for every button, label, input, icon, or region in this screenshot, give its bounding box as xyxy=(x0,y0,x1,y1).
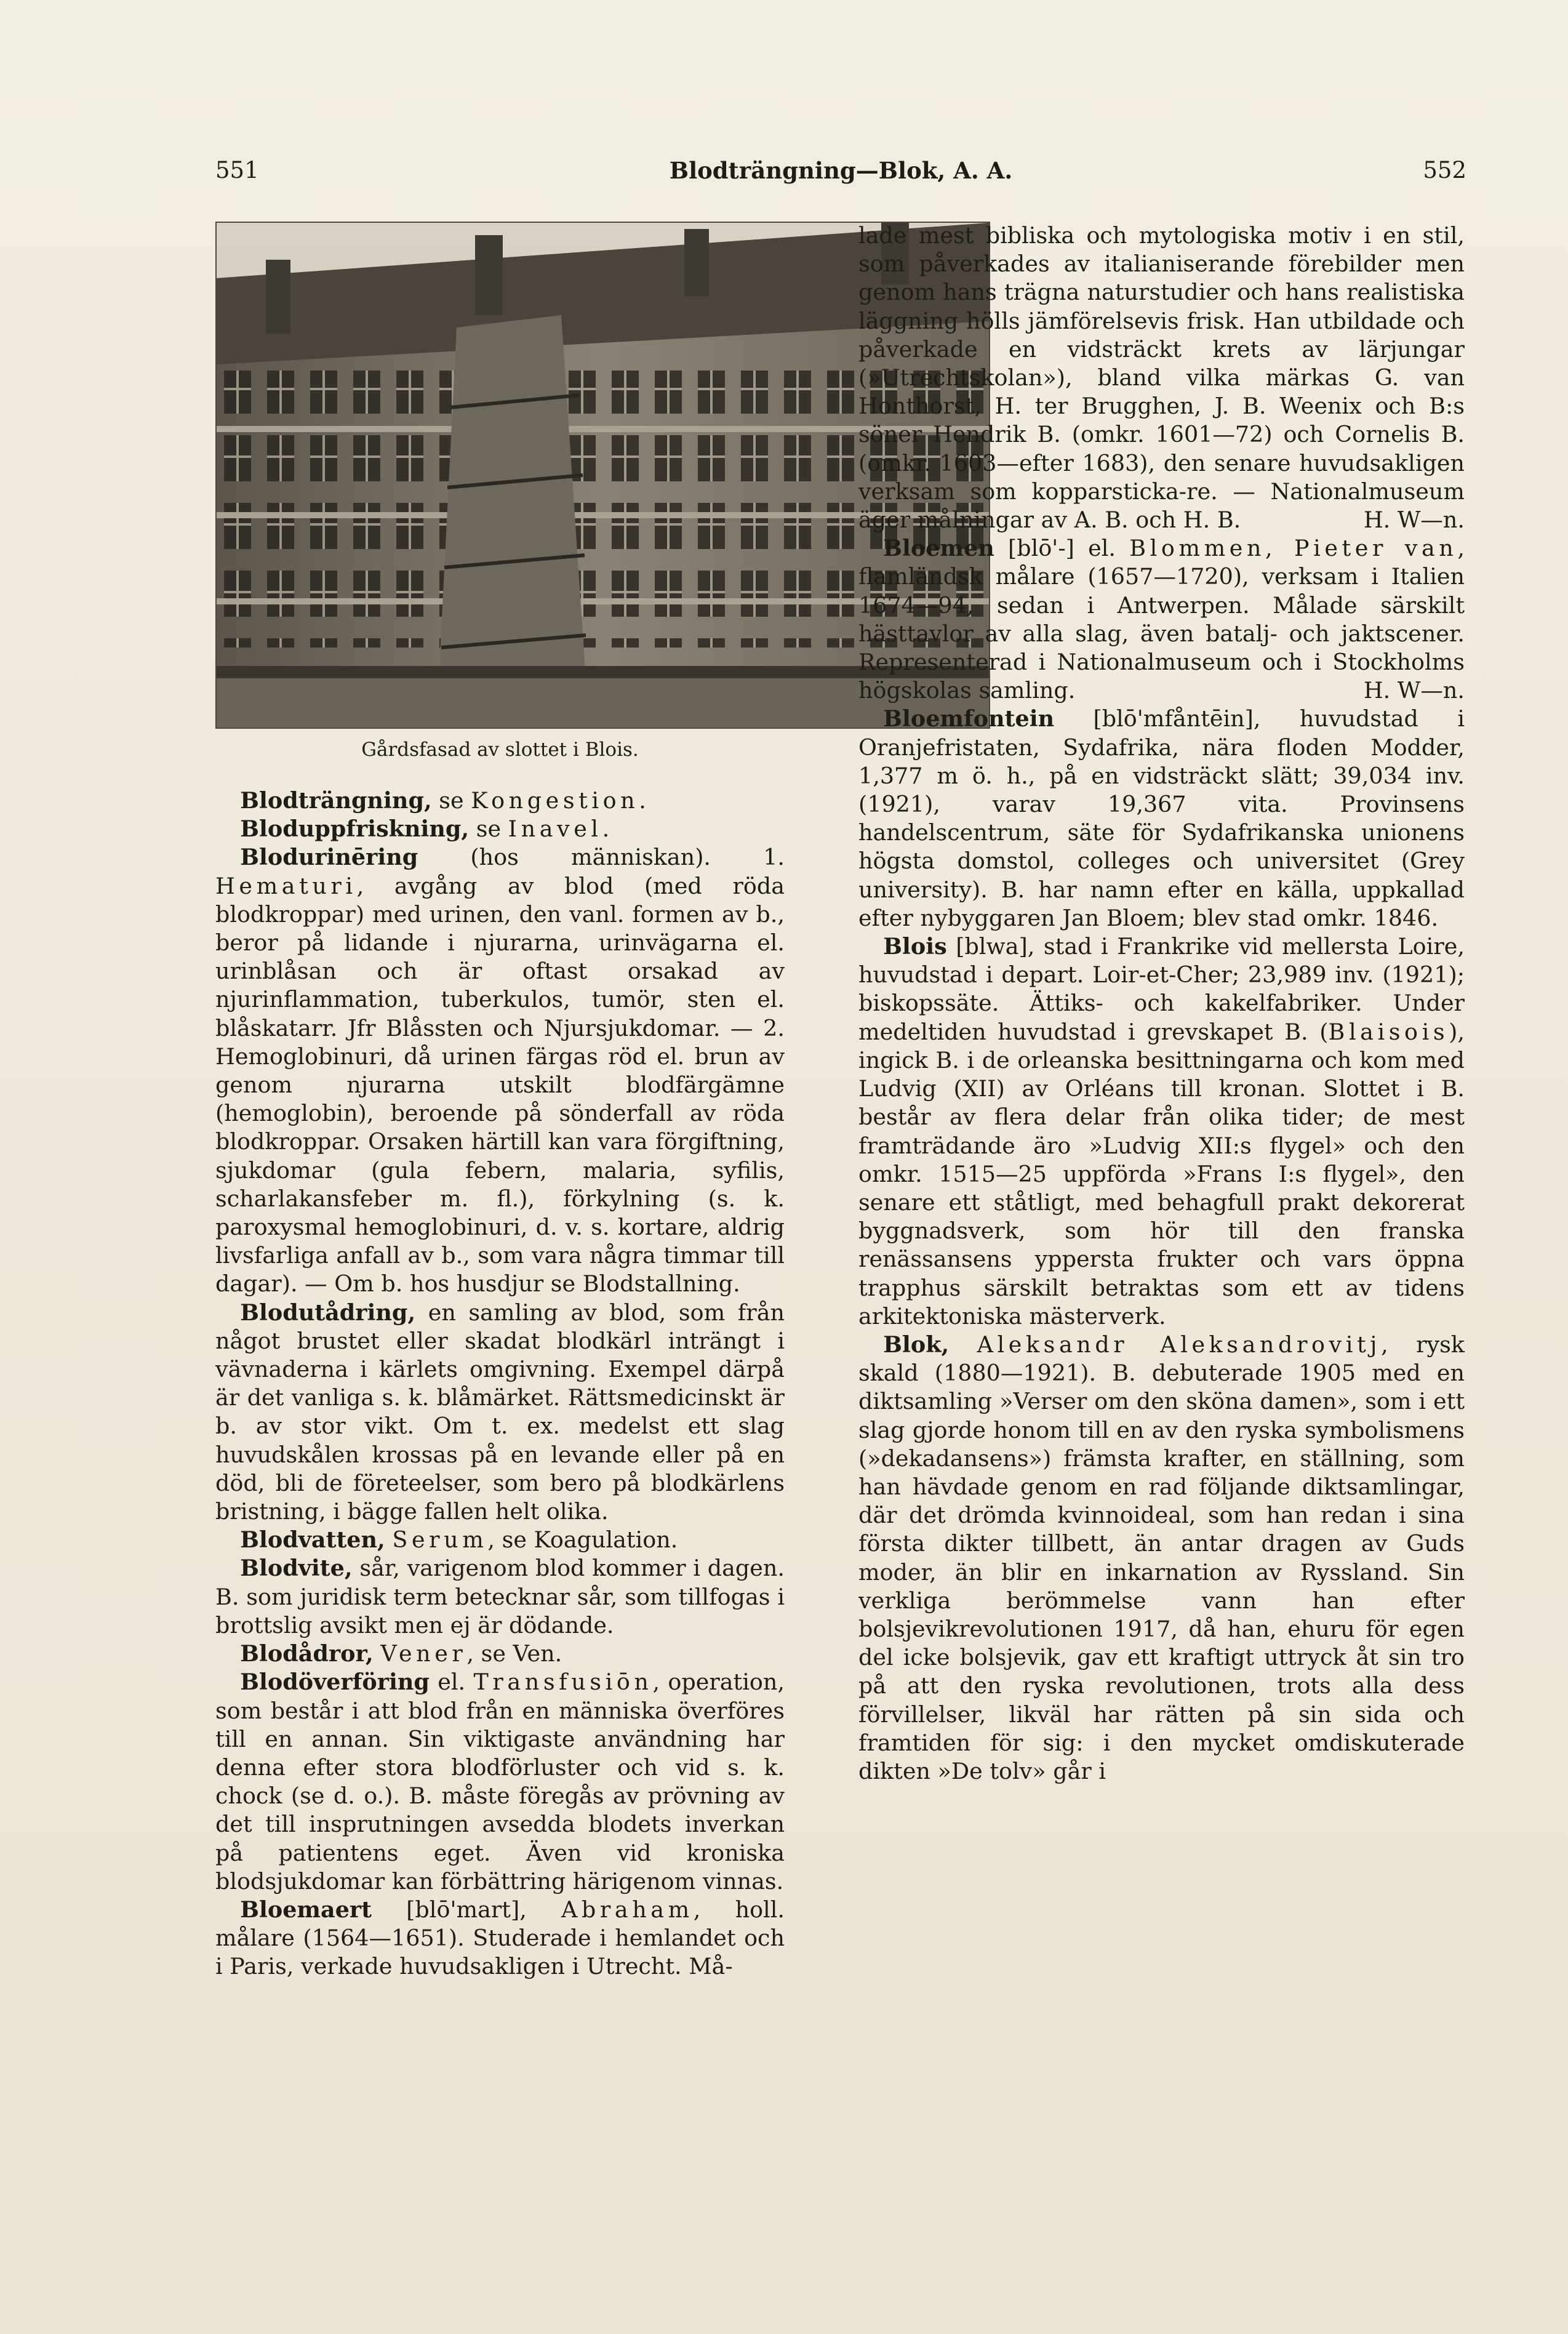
entry-blodoverforing: Blodöverföring el. Transfusiōn, operation, som består i att blod från en människa överföres till en annan. Sin viktigaste användning har denna efter stora blodförluster och vid s. k. chock (se d. o.). B. måste föregås av prövning av det till insprutningen avsedda blodets inverkan på patientens eget. Även vid kroniska blodsjukdomar kan förbättring härigenom vinnas. xyxy=(215,1669,785,1895)
entry-bloemfontein: Bloemfontein [blō'mfåntēin], huvudstad i Oranjefristaten, Sydafrika, nära floden Modder, 1,377 m ö. h., på en vidsträckt slätt; 39,034 inv. (1921), varav 19,367 vita. Provinsens handelscentrum, säte för Sydafrikanska unionens högsta domstol, colleges och universitet (Grey university). B. har namn efter en källa, uppkallad efter nybyggaren Jan Bloem; blev stad omkr. 1846. xyxy=(858,705,1465,931)
entry-blodupp: Bloduppfriskning, se Inavel. xyxy=(240,816,610,843)
headword: Blodöverföring xyxy=(240,1669,430,1696)
entry-blodutadring: Blodutådring, en samling av blod, som från något brustet eller skadat blodkärl inträngt i vävnaderna i kärlets omgivning. Exempel därpå är det vanliga s. k. blåmärket. Rättsmedicinskt är b. av stor vikt. Om t. ex. medelst ett slag huvudskålen krossas på en levande eller på en död, bli de företeelser, som bero på blodkärlens bristning, i bägge fallen helt olika. xyxy=(215,1299,785,1525)
author-signature: H. W—n. xyxy=(1363,507,1465,534)
left-column xyxy=(215,222,785,1981)
headword: Bloemen xyxy=(883,535,994,562)
entry-blodurinering: Blodurinēring (hos människan). 1. Hematuri, avgång av blod (med röda blodkroppar) med urinen, den vanl. formen av b., beror på lidande i njurarna, urinvägarna el. urinblåsan och är oftast orsakad av njurinflammation, tuberkulos, tumör, sten el. blåskatarr. Jfr Blåssten och Njursjukdomar. — 2. Hemoglobinuri, då urinen färgas röd el. brun av genom njurarna utskilt blodfärgämne (hemoglobin), beroende på sönderfall av röda blodkroppar. Orsaken härtill kan vara förgiftning, sjukdomar (gula febern, malaria, syfilis, scharlakansfeber m. fl.), förkylning (s. k. paroxysmal hemoglobinuri, d. v. s. kortare, aldrig livsfarliga anfall av b., som vara några timmar till dagar). — Om b. hos husdjur se Blodstallning. xyxy=(215,844,785,1297)
headword: Blodurinēring xyxy=(240,844,418,871)
entry-blodadror: Blodådror, Vener, se Ven. xyxy=(240,1640,562,1667)
right-column xyxy=(858,222,1465,1786)
entry-blodvatten: Blodvatten, Serum, se Koagulation. xyxy=(240,1526,678,1554)
page-number-left: 551 xyxy=(215,157,259,183)
figure-caption: Gårdsfasad av slottet i Blois. xyxy=(361,739,639,761)
page-number-right: 552 xyxy=(1423,157,1466,183)
headword: Blodådror, xyxy=(240,1640,374,1667)
headword: Blodutådring, xyxy=(240,1299,416,1326)
author-signature: H. W—n. xyxy=(1363,677,1465,704)
running-title: Blodträngning—Blok, A. A. xyxy=(669,157,1013,184)
entry-bloemen: Bloemen [blō'-] el. Blommen, Pieter van, flamländsk målare (1657—1720), verksam i Italien 1674—94, sedan i Antwerpen. Målade särskilt hästtavlor av alla slag, även batalj- och jaktscener. Representerad i Nationalmuseum och i Stockholms högskolas samling. H. W—n. xyxy=(858,534,1465,705)
continued-text: lade mest bibliska och mytologiska motiv i en stil, som påverkades av italianiserande förebilder men genom hans trägna naturstudier och hans realistiska läggning hölls jämförelsevis frisk. Han utbildade och påverkade en vidsträckt krets av lärjungar (»Utrechtskolan»), bland vilka märkas G. van Honthorst, H. ter Brugghen, J. B. Weenix och B:s söner Hendrik B. (omkr. 1601—72) och Cornelis B. (omkr. 1603—efter 1683), den senare huvudsakligen verksam som kopparsticka-re. — Nationalmuseum äger målningar av A. B. och H. B. H. W—n. xyxy=(858,222,1465,534)
entry-blodvite: Blodvite, sår, varigenom blod kommer i dagen. B. som juridisk term betecknar sår, som tillfogas i brottslig avsikt men ej är dödande. xyxy=(215,1555,785,1638)
headword: Blodvatten, xyxy=(240,1526,385,1554)
page-header xyxy=(215,157,1466,194)
headword: Blodvite, xyxy=(240,1555,353,1582)
headword: Bloduppfriskning, xyxy=(240,816,470,843)
entry-blodtrangning: Blodträngning, se Kongestion. xyxy=(240,787,646,814)
headword: Blois xyxy=(883,933,947,960)
headword: Bloemaert xyxy=(240,1896,372,1923)
headword: Blok, xyxy=(883,1331,950,1358)
headword: Bloemfontein xyxy=(883,705,1055,732)
headword: Blodträngning, xyxy=(240,787,432,814)
entry-bloemaert: Bloemaert [blō'mart], Abraham, holl. målare (1564—1651). Studerade i hemlandet och i Paris, verkade huvudsakligen i Utrecht. Må- xyxy=(215,1896,785,1980)
entry-blois: Blois [blwa], stad i Frankrike vid mellersta Loire, huvudstad i depart. Loir-et-Cher; 23,989 inv. (1921); biskopssäte. Ättiks- och kakelfabriker. Under medeltiden huvudstad i grevskapet B. (Blaisois), ingick B. i de orleanska besittningarna och kom med Ludvig (XII) av Orléans till kronan. Slottet i B. består av flera delar från olika tider; de mest framträdande äro »Ludvig XII:s flygel» och den omkr. 1515—25 uppförda »Frans I:s flygel», den senare ett ståtligt, med behagfull prakt dekorerat byggnadsverk, som hör till den franska renässansens yppersta frukter och vars öppna trapphus särskilt betraktas som ett av tidens arkitektoniska mästerverk. xyxy=(858,933,1465,1329)
entry-blok: Blok, Aleksandr Aleksandrovitj, rysk skald (1880—1921). B. debuterade 1905 med en diktsamling »Verser om den sköna damen», som i ett slag gjorde honom till en av den ryska symbolismens (»dekadansens») främsta krafter, en ställning, som han hävdade genom en rad följande diktsamlingar, där det drömda kvinnoideal, som han redan i sina första dikter tillbett, än antar dragen av Guds moder, än blir en inkarnation av Ryssland. Sin verkliga berömmelse vann han efter bolsjevikrevolutionen 1917, då han, ehuru för egen del icke bolsjevik, gav ett kraftigt uttryck åt sin tro på att den ryska revolutionen, trots alla dess förvillelser, likväl har rätten på sin sida och framtiden för sig: i den mycket omdiskuterade dikten »De tolv» går i xyxy=(858,1331,1465,1784)
